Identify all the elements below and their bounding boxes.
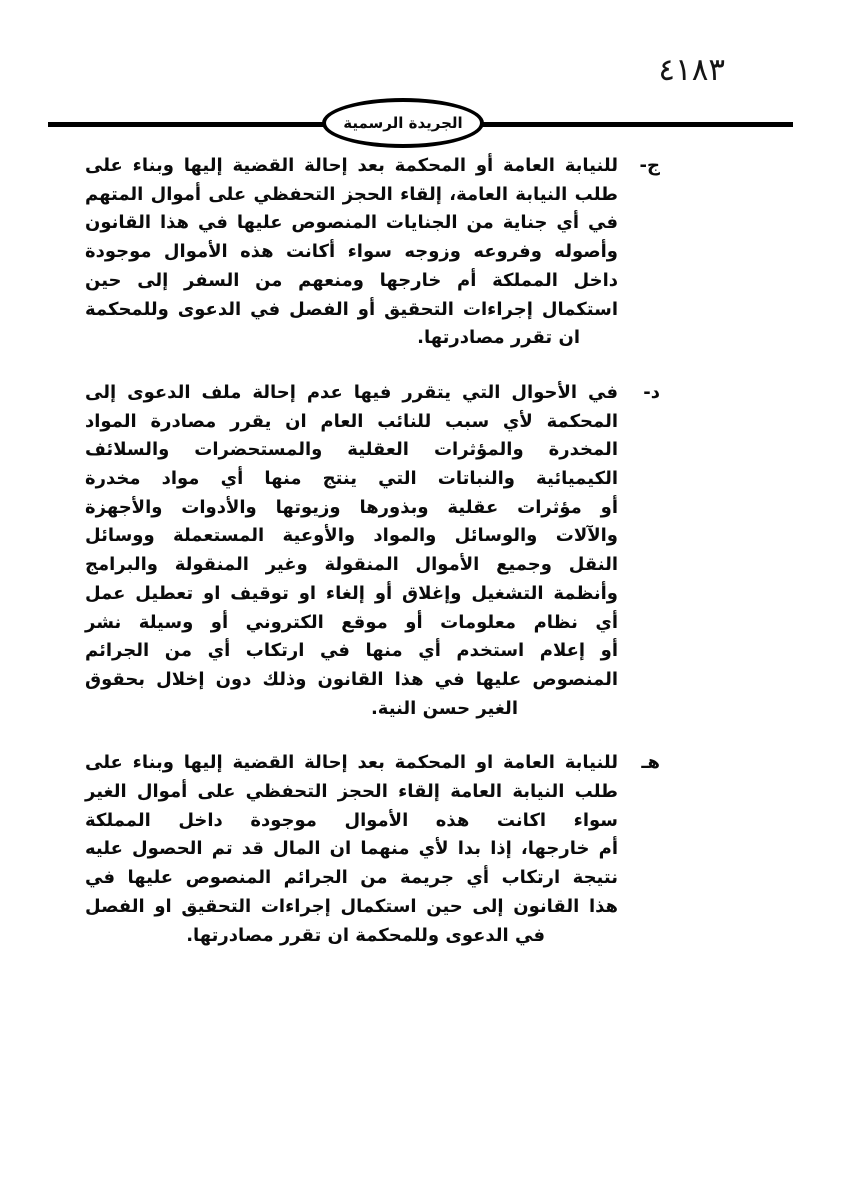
text-line: المنصوص عليها في هذا القانون وذلك دون إخلال بحقوق (85, 668, 618, 690)
text-line: أي نظام معلومات أو موقع الكتروني أو وسيلة نشر (85, 611, 618, 633)
text-line: أم خارجها، إذا بدا لأي منهما ان المال قد تم الحصول عليه (85, 838, 618, 860)
text-line: المحكمة لأي سبب للنائب العام ان يقرر مصادرة المواد (85, 410, 618, 432)
text-line: في الدعوى وللمحكمة ان تقرر مصادرتها. (186, 924, 545, 946)
text-line: استكمال إجراءات التحقيق أو الفصل في الدعوى وللمحكمة (85, 298, 618, 320)
article-body (85, 152, 660, 976)
text-line: سواء اكانت هذه الأموال موجودة داخل المملكة (85, 809, 618, 831)
text-line: في أي جناية من الجنايات المنصوص عليها في هذا القانون (85, 212, 618, 234)
text-line: ان تقرر مصادرتها. (417, 327, 580, 349)
text-line: الكيميائية والنباتات التي ينتج منها أي مواد مخدرة (85, 468, 618, 490)
paragraph-dal (85, 379, 660, 723)
text-line: هذا القانون إلى حين استكمال إجراءات التحقيق او الفصل (85, 895, 618, 917)
text-line: النقل وجميع الأموال المنقولة وغير المنقولة والبرامج (85, 554, 618, 576)
paragraph-jeem (85, 152, 660, 353)
gazette-title-badge (322, 98, 484, 148)
list-marker-heh: هـ (641, 752, 660, 774)
paragraph-heh (85, 749, 660, 950)
text-line: طلب النيابة العامة، إلقاء الحجز التحفظي على أموال المتهم (85, 183, 618, 205)
list-marker-dal: د- (643, 381, 660, 403)
text-line: الغير حسن النية. (370, 697, 518, 719)
text-line: للنيابة العامة او المحكمة بعد إحالة القضية إليها وبناء على (85, 752, 618, 774)
text-line: في الأحوال التي يتقرر فيها عدم إحالة ملف الدعوى إلى (85, 381, 618, 403)
list-marker-jeem: ج- (639, 155, 660, 176)
text-line: أو إعلام استخدم أي منها في ارتكاب أي من الجرائم (85, 640, 618, 662)
text-line: وأصوله وفروعه وزوجه سواء أكانت هذه الأموال موجودة (85, 241, 618, 263)
text-line: داخل المملكة أم خارجها ومنعهم من السفر إلى حين (85, 269, 618, 291)
text-line: المخدرة والمؤثرات العقلية والمستحضرات والسلائف (85, 439, 618, 461)
gazette-title: الجريدة الرسمية (343, 114, 463, 132)
page-number: ٤١٨٣ (658, 52, 725, 88)
text-line: والآلات والوسائل والمواد والأوعية المستعملة ووسائل (85, 525, 618, 547)
text-line: للنيابة العامة أو المحكمة بعد إحالة القضية إليها وبناء على (85, 155, 618, 176)
text-line: نتيجة ارتكاب أي جريمة من الجرائم المنصوص عليها في (85, 867, 618, 889)
text-line: طلب النيابة العامة إلقاء الحجز التحفظي على أموال الغير (85, 781, 618, 803)
text-line: وأنظمة التشغيل وإغلاق أو إلغاء او توقيف او تعطيل عمل (85, 582, 618, 604)
text-line: أو مؤثرات عقلية وبذورها وزيوتها والأدوات والأجهزة (85, 496, 618, 518)
